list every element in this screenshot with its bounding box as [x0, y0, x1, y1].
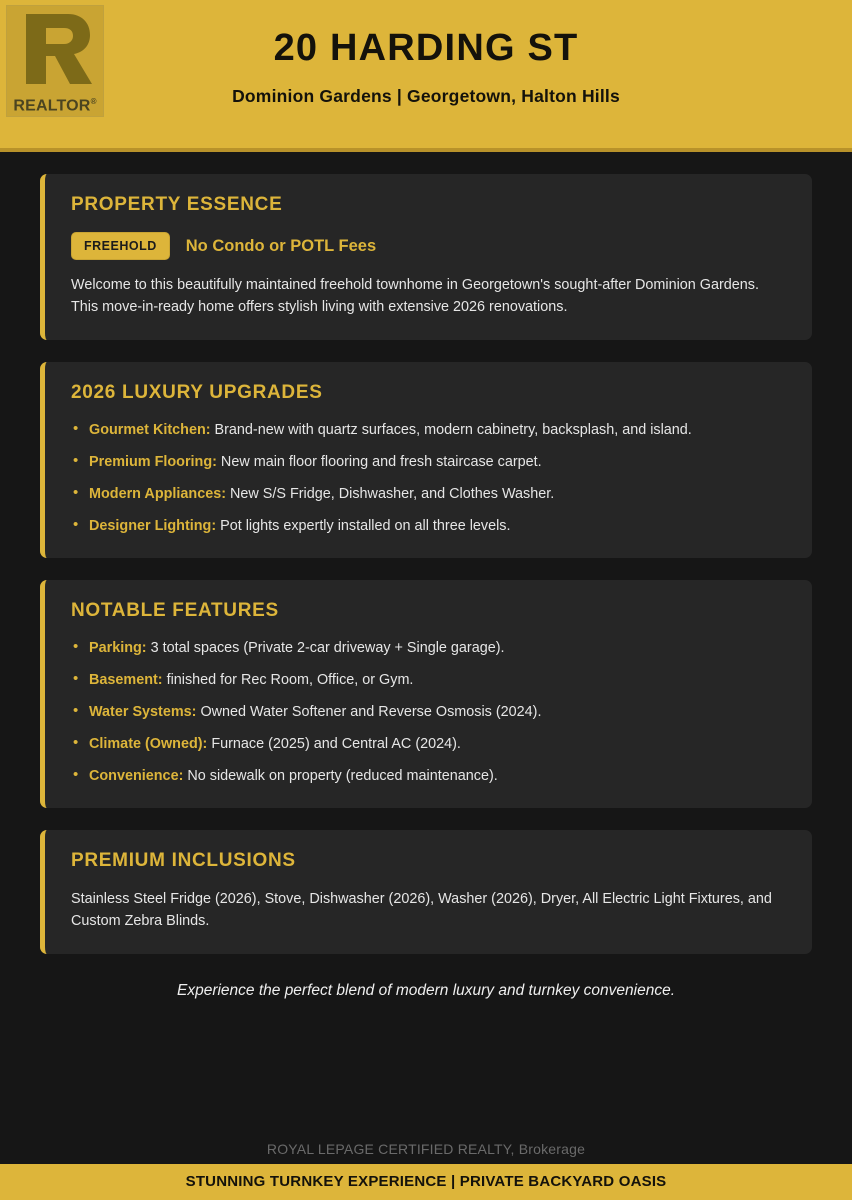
list-item-label: Basement:: [89, 672, 163, 688]
list-item-text: No sidewalk on property (reduced maintenance).: [187, 768, 498, 784]
list-item: [71, 420, 788, 440]
page-title: 20 HARDING ST: [273, 27, 579, 69]
header: [0, 0, 852, 152]
header-titles: [0, 0, 852, 107]
section-luxury-upgrades: [40, 362, 812, 558]
list-item-text: finished for Rec Room, Office, or Gym.: [166, 672, 414, 688]
tagline: Experience the perfect blend of modern luxury and turnkey convenience.: [176, 982, 676, 999]
list-item-label: Designer Lighting:: [89, 518, 217, 534]
section-title: 2026 LUXURY UPGRADES: [71, 382, 323, 403]
section-premium-inclusions: [40, 830, 812, 954]
essence-paragraph: Welcome to this beautifully maintained freehold townhome in Georgetown's sought-after Dominion Gardens. This move-in-ready home offers stylish living with extensive 2026 renovations.: [71, 277, 760, 315]
list-item-text: New main floor flooring and fresh staircase carpet.: [220, 454, 542, 470]
list-item: [71, 638, 788, 658]
list-item-text: New S/S Fridge, Dishwasher, and Clothes Washer.: [230, 486, 555, 502]
list-item: [71, 484, 788, 504]
badge-note: No Condo or POTL Fees: [185, 236, 377, 255]
list-item-text: Owned Water Softener and Reverse Osmosis (2024).: [200, 704, 542, 720]
list-item-text: 3 total spaces (Private 2-car driveway + Single garage).: [150, 640, 505, 656]
realtor-r-icon: [6, 6, 104, 92]
realtor-logo-text: REALTOR®: [13, 97, 97, 115]
upgrades-list: [71, 420, 788, 536]
list-item-label: Convenience:: [89, 768, 184, 784]
status-badge: FREEHOLD: [71, 232, 170, 260]
list-item: [71, 702, 788, 722]
section-property-essence: [40, 174, 812, 340]
list-item: [71, 766, 788, 786]
section-title: PREMIUM INCLUSIONS: [71, 850, 296, 871]
notable-list: [71, 638, 788, 786]
main-content: [0, 152, 852, 1200]
freehold-badge-row: [71, 232, 788, 260]
list-item-label: Water Systems:: [89, 704, 197, 720]
footer: [0, 1141, 852, 1200]
page-subtitle: Dominion Gardens | Georgetown, Halton Hills: [232, 86, 620, 106]
list-item-label: Climate (Owned):: [89, 736, 208, 752]
realtor-logo: [6, 5, 104, 117]
list-item-label: Modern Appliances:: [89, 486, 226, 502]
list-item-text: Pot lights expertly installed on all three levels.: [220, 518, 511, 534]
list-item: [71, 734, 788, 754]
brokerage-text: ROYAL LEPAGE CERTIFIED REALTY, Brokerage: [0, 1141, 852, 1164]
list-item-text: Furnace (2025) and Central AC (2024).: [211, 736, 461, 752]
list-item: [71, 452, 788, 472]
section-notable-features: [40, 580, 812, 808]
list-item-label: Premium Flooring:: [89, 454, 217, 470]
footer-banner: STUNNING TURNKEY EXPERIENCE | PRIVATE BACKYARD OASIS: [0, 1164, 852, 1200]
list-item-text: Brand-new with quartz surfaces, modern cabinetry, backsplash, and island.: [214, 422, 692, 438]
list-item: [71, 516, 788, 536]
list-item-label: Gourmet Kitchen:: [89, 422, 211, 438]
list-item-label: Parking:: [89, 640, 147, 656]
section-title: NOTABLE FEATURES: [71, 600, 279, 621]
inclusions-paragraph: Stainless Steel Fridge (2026), Stove, Dishwasher (2026), Washer (2026), Dryer, All Electric Light Fixtures, and Custom Zebra Blinds.: [71, 891, 772, 929]
section-title: PROPERTY ESSENCE: [71, 194, 283, 215]
list-item: [71, 670, 788, 690]
